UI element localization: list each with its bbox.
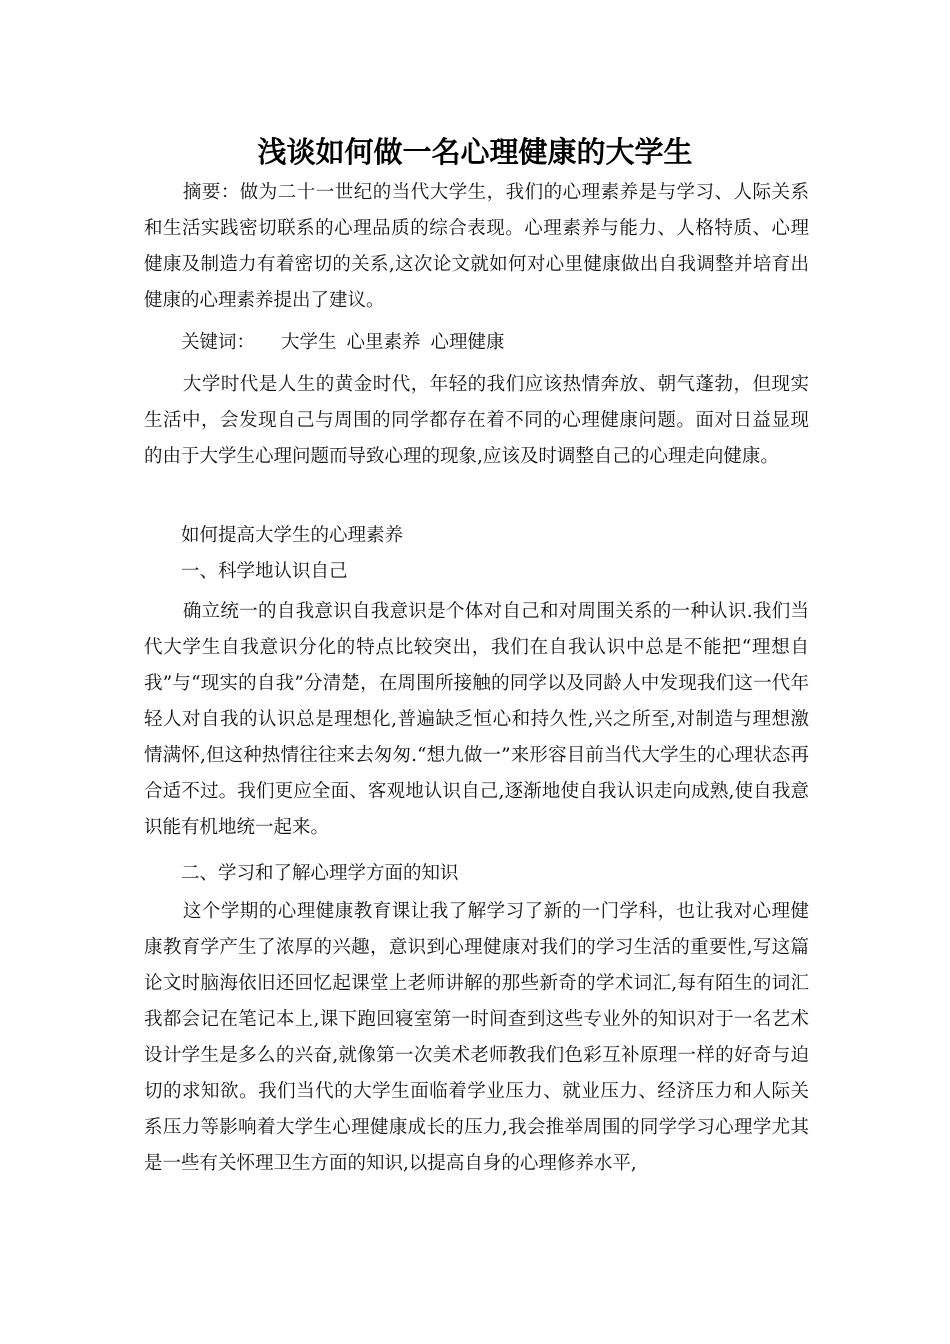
keywords-label: 关键词：	[181, 332, 256, 353]
keyword-item: 大学生	[281, 332, 337, 353]
abstract-paragraph: 摘要：做为二十一世纪的当代大学生，我们的心理素养是与学习、人际关系和生活实践密切联系的心理品质的综合表现。心理素养与能力、人格特质、心理健康及制造力有着密切的关系,这次论文就如何对心里健康做出自我调整并培育出健康的心理素养提出了建议。	[144, 182, 809, 311]
section1-paragraph: 确立统一的自我意识自我意识是个体对自己和对周围关系的一种认识.我们当代大学生自我意识分化的特点比较突出，我们在自我认识中总是不能把“理想自我”与“现实的自我”分清楚，在周围所接触的同学以及同龄人中发现我们这一代年轻人对自我的认识总是理想化,普遍缺乏恒心和持久性,兴之所至,对制造与理想激情满怀,但这种热情往往来去匆匆.“想九做一”来形容目前当代大学生的心理状态再合适不过。我们更应全面、客观地认识自己,逐渐地使自我认识走向成熟,使自我意识能有机地统一起来。	[144, 601, 809, 838]
keyword-item: 心理健康	[430, 332, 505, 353]
section2-heading: 二、学习和了解心理学方面的知识	[181, 863, 459, 884]
document-title: 浅谈如何做一名心理健康的大学生	[257, 135, 693, 169]
keywords-line	[144, 327, 809, 359]
main-heading: 如何提高大学生的心理素养	[181, 525, 404, 546]
section2-paragraph: 这个学期的心理健康教育课让我了解学习了新的一门学科，也让我对心理健康教育学产生了浓厚的兴趣，意识到心理健康对我们的学习生活的重要性,写这篇论文时脑海依旧还回忆起课堂上老师讲解的那些新奇的学术词汇,每有陌生的词汇我都会记在笔记本上,课下跑回寝室第一时间查到这些专业外的知识对于一名艺术设计学生是多么的兴奋,就像第一次美术老师教我们色彩互补原理一样的好奇与迫切的求知欲。我们当代的大学生面临着学业压力、就业压力、经济压力和人际关系压力等影响着大学生心理健康成长的压力,我会推举周围的同学学习心理学尤其是一些有关怀理卫生方面的知识,以提高自身的心理修养水平,	[144, 901, 809, 1174]
keyword-item: 心里素养	[346, 332, 421, 353]
section1-heading: 一、科学地认识自己	[181, 561, 348, 582]
intro-paragraph: 大学时代是人生的黄金时代，年轻的我们应该热情奔放、朝气蓬勃，但现实生活中，会发现自己与周围的同学都存在着不同的心理健康问题。面对日益显现的由于大学生心理问题而导致心理的现象,应该及时调整自己的心理走向健康。	[144, 374, 809, 467]
